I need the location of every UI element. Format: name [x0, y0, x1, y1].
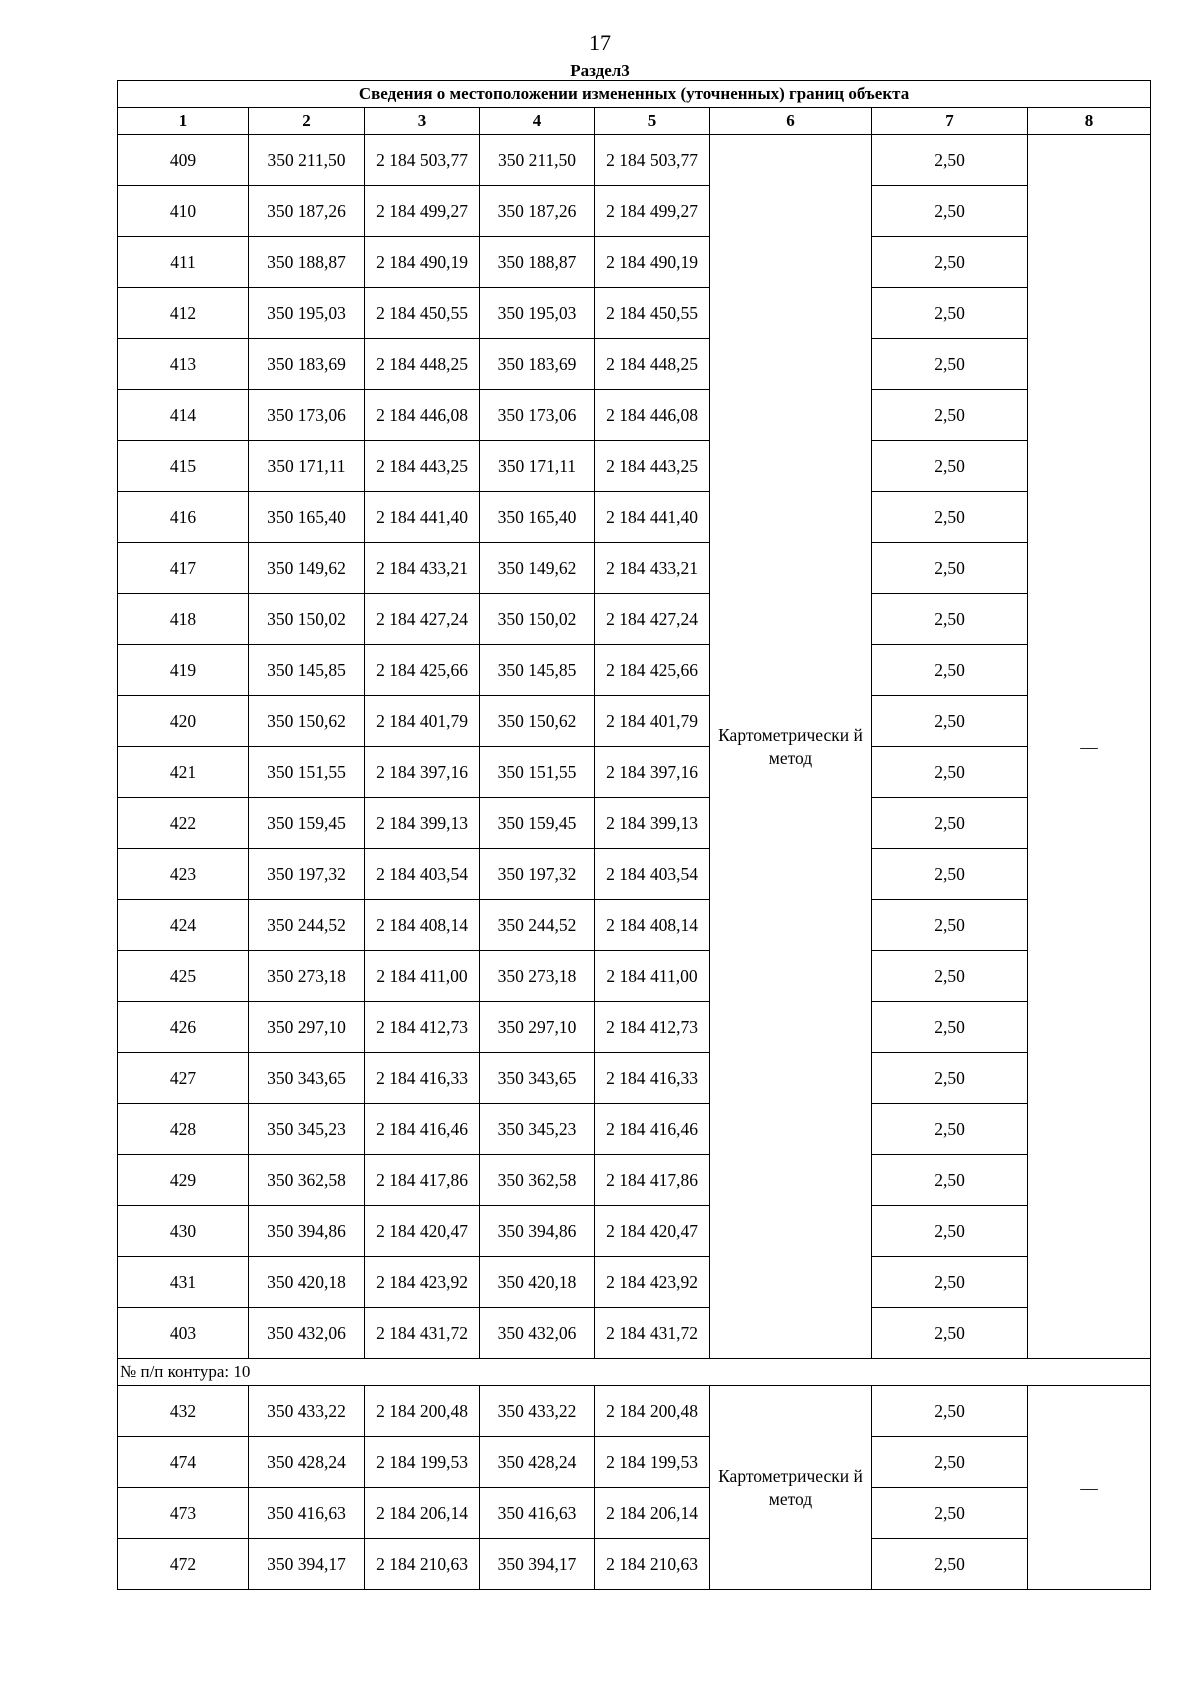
- new-y-cell: 2 184 416,33: [595, 1053, 710, 1104]
- old-x-cell: 350 150,62: [249, 696, 365, 747]
- column-number: 3: [365, 108, 480, 135]
- contour-row: [118, 1359, 1151, 1386]
- point-number-cell: 416: [118, 492, 249, 543]
- new-y-cell: 2 184 503,77: [595, 135, 710, 186]
- old-y-cell: 2 184 420,47: [365, 1206, 480, 1257]
- table-row: [118, 1386, 1151, 1437]
- accuracy-cell: 2,50: [872, 1053, 1028, 1104]
- point-number-cell: 428: [118, 1104, 249, 1155]
- new-x-cell: 350 150,02: [480, 594, 595, 645]
- new-x-cell: 350 197,32: [480, 849, 595, 900]
- table-caption-row: [118, 81, 1151, 108]
- table-row: [118, 798, 1151, 849]
- old-y-cell: 2 184 446,08: [365, 390, 480, 441]
- old-x-cell: 350 159,45: [249, 798, 365, 849]
- new-x-cell: 350 195,03: [480, 288, 595, 339]
- table-row: [118, 696, 1151, 747]
- new-x-cell: 350 428,24: [480, 1437, 595, 1488]
- new-x-cell: 350 362,58: [480, 1155, 595, 1206]
- column-number: 5: [595, 108, 710, 135]
- old-y-cell: 2 184 427,24: [365, 594, 480, 645]
- old-y-cell: 2 184 397,16: [365, 747, 480, 798]
- accuracy-cell: 2,50: [872, 1386, 1028, 1437]
- old-y-cell: 2 184 431,72: [365, 1308, 480, 1359]
- point-number-cell: 473: [118, 1488, 249, 1539]
- new-y-cell: 2 184 397,16: [595, 747, 710, 798]
- accuracy-cell: 2,50: [872, 645, 1028, 696]
- contour-label: № п/п контура: 10: [118, 1359, 1151, 1386]
- table-row: [118, 951, 1151, 1002]
- old-y-cell: 2 184 443,25: [365, 441, 480, 492]
- new-y-cell: 2 184 443,25: [595, 441, 710, 492]
- table-row: [118, 237, 1151, 288]
- point-number-cell: 417: [118, 543, 249, 594]
- old-x-cell: 350 188,87: [249, 237, 365, 288]
- table-row: [118, 1257, 1151, 1308]
- method-cell: Картометрически й метод: [710, 1386, 872, 1590]
- new-x-cell: 350 416,63: [480, 1488, 595, 1539]
- table-row: [118, 1155, 1151, 1206]
- old-x-cell: 350 171,11: [249, 441, 365, 492]
- new-x-cell: 350 151,55: [480, 747, 595, 798]
- accuracy-cell: 2,50: [872, 1104, 1028, 1155]
- table-row: [118, 492, 1151, 543]
- accuracy-cell: 2,50: [872, 441, 1028, 492]
- accuracy-cell: 2,50: [872, 849, 1028, 900]
- new-x-cell: 350 432,06: [480, 1308, 595, 1359]
- point-number-cell: 429: [118, 1155, 249, 1206]
- new-x-cell: 350 159,45: [480, 798, 595, 849]
- new-y-cell: 2 184 206,14: [595, 1488, 710, 1539]
- point-number-cell: 427: [118, 1053, 249, 1104]
- table-row: [118, 441, 1151, 492]
- table-row: [118, 1539, 1151, 1590]
- accuracy-cell: 2,50: [872, 543, 1028, 594]
- column-8-cell: —: [1028, 135, 1151, 1359]
- accuracy-cell: 2,50: [872, 594, 1028, 645]
- accuracy-cell: 2,50: [872, 1308, 1028, 1359]
- new-y-cell: 2 184 417,86: [595, 1155, 710, 1206]
- old-y-cell: 2 184 408,14: [365, 900, 480, 951]
- old-y-cell: 2 184 448,25: [365, 339, 480, 390]
- table-row: [118, 1437, 1151, 1488]
- old-x-cell: 350 394,86: [249, 1206, 365, 1257]
- table-row: [118, 1488, 1151, 1539]
- point-number-cell: 410: [118, 186, 249, 237]
- table-row: [118, 543, 1151, 594]
- new-x-cell: 350 149,62: [480, 543, 595, 594]
- new-x-cell: 350 145,85: [480, 645, 595, 696]
- old-x-cell: 350 362,58: [249, 1155, 365, 1206]
- new-x-cell: 350 211,50: [480, 135, 595, 186]
- point-number-cell: 411: [118, 237, 249, 288]
- point-number-cell: 422: [118, 798, 249, 849]
- new-x-cell: 350 394,86: [480, 1206, 595, 1257]
- accuracy-cell: 2,50: [872, 390, 1028, 441]
- new-x-cell: 350 343,65: [480, 1053, 595, 1104]
- old-y-cell: 2 184 416,46: [365, 1104, 480, 1155]
- point-number-cell: 426: [118, 1002, 249, 1053]
- column-8-cell: —: [1028, 1386, 1151, 1590]
- table-row: [118, 135, 1151, 186]
- column-number-row: [118, 108, 1151, 135]
- accuracy-cell: 2,50: [872, 747, 1028, 798]
- table-row: [118, 849, 1151, 900]
- old-x-cell: 350 165,40: [249, 492, 365, 543]
- new-x-cell: 350 183,69: [480, 339, 595, 390]
- accuracy-cell: 2,50: [872, 135, 1028, 186]
- new-x-cell: 350 188,87: [480, 237, 595, 288]
- new-y-cell: 2 184 448,25: [595, 339, 710, 390]
- table-row: [118, 288, 1151, 339]
- table-row: [118, 900, 1151, 951]
- table-row: [118, 186, 1151, 237]
- new-y-cell: 2 184 431,72: [595, 1308, 710, 1359]
- point-number-cell: 420: [118, 696, 249, 747]
- new-y-cell: 2 184 423,92: [595, 1257, 710, 1308]
- new-y-cell: 2 184 433,21: [595, 543, 710, 594]
- accuracy-cell: 2,50: [872, 492, 1028, 543]
- old-x-cell: 350 173,06: [249, 390, 365, 441]
- new-y-cell: 2 184 441,40: [595, 492, 710, 543]
- point-number-cell: 431: [118, 1257, 249, 1308]
- old-x-cell: 350 416,63: [249, 1488, 365, 1539]
- new-x-cell: 350 150,62: [480, 696, 595, 747]
- point-number-cell: 409: [118, 135, 249, 186]
- old-y-cell: 2 184 425,66: [365, 645, 480, 696]
- old-x-cell: 350 195,03: [249, 288, 365, 339]
- new-x-cell: 350 244,52: [480, 900, 595, 951]
- table-row: [118, 747, 1151, 798]
- accuracy-cell: 2,50: [872, 1488, 1028, 1539]
- new-x-cell: 350 345,23: [480, 1104, 595, 1155]
- point-number-cell: 425: [118, 951, 249, 1002]
- old-x-cell: 350 183,69: [249, 339, 365, 390]
- accuracy-cell: 2,50: [872, 1002, 1028, 1053]
- old-x-cell: 350 150,02: [249, 594, 365, 645]
- new-y-cell: 2 184 446,08: [595, 390, 710, 441]
- point-number-cell: 474: [118, 1437, 249, 1488]
- point-number-cell: 421: [118, 747, 249, 798]
- new-y-cell: 2 184 200,48: [595, 1386, 710, 1437]
- table-body: [118, 81, 1151, 1590]
- new-x-cell: 350 187,26: [480, 186, 595, 237]
- old-y-cell: 2 184 411,00: [365, 951, 480, 1002]
- table-row: [118, 1104, 1151, 1155]
- old-x-cell: 350 145,85: [249, 645, 365, 696]
- method-cell: Картометрически й метод: [710, 135, 872, 1359]
- new-y-cell: 2 184 427,24: [595, 594, 710, 645]
- new-y-cell: 2 184 490,19: [595, 237, 710, 288]
- accuracy-cell: 2,50: [872, 1437, 1028, 1488]
- new-y-cell: 2 184 403,54: [595, 849, 710, 900]
- point-number-cell: 472: [118, 1539, 249, 1590]
- accuracy-cell: 2,50: [872, 798, 1028, 849]
- table-row: [118, 594, 1151, 645]
- old-y-cell: 2 184 450,55: [365, 288, 480, 339]
- old-x-cell: 350 432,06: [249, 1308, 365, 1359]
- old-x-cell: 350 244,52: [249, 900, 365, 951]
- new-y-cell: 2 184 416,46: [595, 1104, 710, 1155]
- point-number-cell: 414: [118, 390, 249, 441]
- point-number-cell: 430: [118, 1206, 249, 1257]
- point-number-cell: 403: [118, 1308, 249, 1359]
- old-y-cell: 2 184 417,86: [365, 1155, 480, 1206]
- old-y-cell: 2 184 399,13: [365, 798, 480, 849]
- accuracy-cell: 2,50: [872, 900, 1028, 951]
- column-number: 4: [480, 108, 595, 135]
- old-y-cell: 2 184 499,27: [365, 186, 480, 237]
- new-y-cell: 2 184 425,66: [595, 645, 710, 696]
- column-number: 7: [872, 108, 1028, 135]
- old-x-cell: 350 151,55: [249, 747, 365, 798]
- new-x-cell: 350 420,18: [480, 1257, 595, 1308]
- new-y-cell: 2 184 450,55: [595, 288, 710, 339]
- point-number-cell: 412: [118, 288, 249, 339]
- point-number-cell: 413: [118, 339, 249, 390]
- old-y-cell: 2 184 423,92: [365, 1257, 480, 1308]
- new-x-cell: 350 394,17: [480, 1539, 595, 1590]
- point-number-cell: 423: [118, 849, 249, 900]
- old-x-cell: 350 187,26: [249, 186, 365, 237]
- table-row: [118, 645, 1151, 696]
- column-number: 1: [118, 108, 249, 135]
- new-y-cell: 2 184 412,73: [595, 1002, 710, 1053]
- accuracy-cell: 2,50: [872, 696, 1028, 747]
- old-y-cell: 2 184 210,63: [365, 1539, 480, 1590]
- old-y-cell: 2 184 199,53: [365, 1437, 480, 1488]
- new-y-cell: 2 184 420,47: [595, 1206, 710, 1257]
- old-x-cell: 350 297,10: [249, 1002, 365, 1053]
- old-y-cell: 2 184 200,48: [365, 1386, 480, 1437]
- old-y-cell: 2 184 401,79: [365, 696, 480, 747]
- point-number-cell: 419: [118, 645, 249, 696]
- point-number-cell: 432: [118, 1386, 249, 1437]
- old-x-cell: 350 428,24: [249, 1437, 365, 1488]
- new-y-cell: 2 184 401,79: [595, 696, 710, 747]
- table-row: [118, 390, 1151, 441]
- new-y-cell: 2 184 411,00: [595, 951, 710, 1002]
- new-x-cell: 350 171,11: [480, 441, 595, 492]
- point-number-cell: 418: [118, 594, 249, 645]
- old-y-cell: 2 184 490,19: [365, 237, 480, 288]
- accuracy-cell: 2,50: [872, 1155, 1028, 1206]
- old-x-cell: 350 211,50: [249, 135, 365, 186]
- old-x-cell: 350 273,18: [249, 951, 365, 1002]
- point-number-cell: 415: [118, 441, 249, 492]
- accuracy-cell: 2,50: [872, 1206, 1028, 1257]
- old-x-cell: 350 197,32: [249, 849, 365, 900]
- old-y-cell: 2 184 441,40: [365, 492, 480, 543]
- old-x-cell: 350 149,62: [249, 543, 365, 594]
- old-y-cell: 2 184 503,77: [365, 135, 480, 186]
- old-y-cell: 2 184 416,33: [365, 1053, 480, 1104]
- new-x-cell: 350 273,18: [480, 951, 595, 1002]
- new-y-cell: 2 184 408,14: [595, 900, 710, 951]
- old-x-cell: 350 345,23: [249, 1104, 365, 1155]
- accuracy-cell: 2,50: [872, 186, 1028, 237]
- new-y-cell: 2 184 210,63: [595, 1539, 710, 1590]
- table-row: [118, 1308, 1151, 1359]
- new-y-cell: 2 184 199,53: [595, 1437, 710, 1488]
- old-y-cell: 2 184 412,73: [365, 1002, 480, 1053]
- accuracy-cell: 2,50: [872, 1539, 1028, 1590]
- old-x-cell: 350 433,22: [249, 1386, 365, 1437]
- new-y-cell: 2 184 499,27: [595, 186, 710, 237]
- column-number: 8: [1028, 108, 1151, 135]
- new-x-cell: 350 173,06: [480, 390, 595, 441]
- accuracy-cell: 2,50: [872, 1257, 1028, 1308]
- old-x-cell: 350 394,17: [249, 1539, 365, 1590]
- accuracy-cell: 2,50: [872, 339, 1028, 390]
- table-row: [118, 1002, 1151, 1053]
- table-caption: Сведения о местоположении измененных (уточненных) границ объекта: [118, 81, 1151, 108]
- column-number: 6: [710, 108, 872, 135]
- old-y-cell: 2 184 433,21: [365, 543, 480, 594]
- table-row: [118, 1053, 1151, 1104]
- point-number-cell: 424: [118, 900, 249, 951]
- old-y-cell: 2 184 206,14: [365, 1488, 480, 1539]
- new-x-cell: 350 165,40: [480, 492, 595, 543]
- section-title: Раздел3: [570, 61, 630, 80]
- accuracy-cell: 2,50: [872, 951, 1028, 1002]
- accuracy-cell: 2,50: [872, 237, 1028, 288]
- table-row: [118, 1206, 1151, 1257]
- table-row: [118, 339, 1151, 390]
- old-x-cell: 350 420,18: [249, 1257, 365, 1308]
- coordinates-table: [117, 80, 1151, 1590]
- old-x-cell: 350 343,65: [249, 1053, 365, 1104]
- page-number: 17: [589, 30, 611, 55]
- accuracy-cell: 2,50: [872, 288, 1028, 339]
- column-number: 2: [249, 108, 365, 135]
- new-y-cell: 2 184 399,13: [595, 798, 710, 849]
- old-y-cell: 2 184 403,54: [365, 849, 480, 900]
- new-x-cell: 350 433,22: [480, 1386, 595, 1437]
- new-x-cell: 350 297,10: [480, 1002, 595, 1053]
